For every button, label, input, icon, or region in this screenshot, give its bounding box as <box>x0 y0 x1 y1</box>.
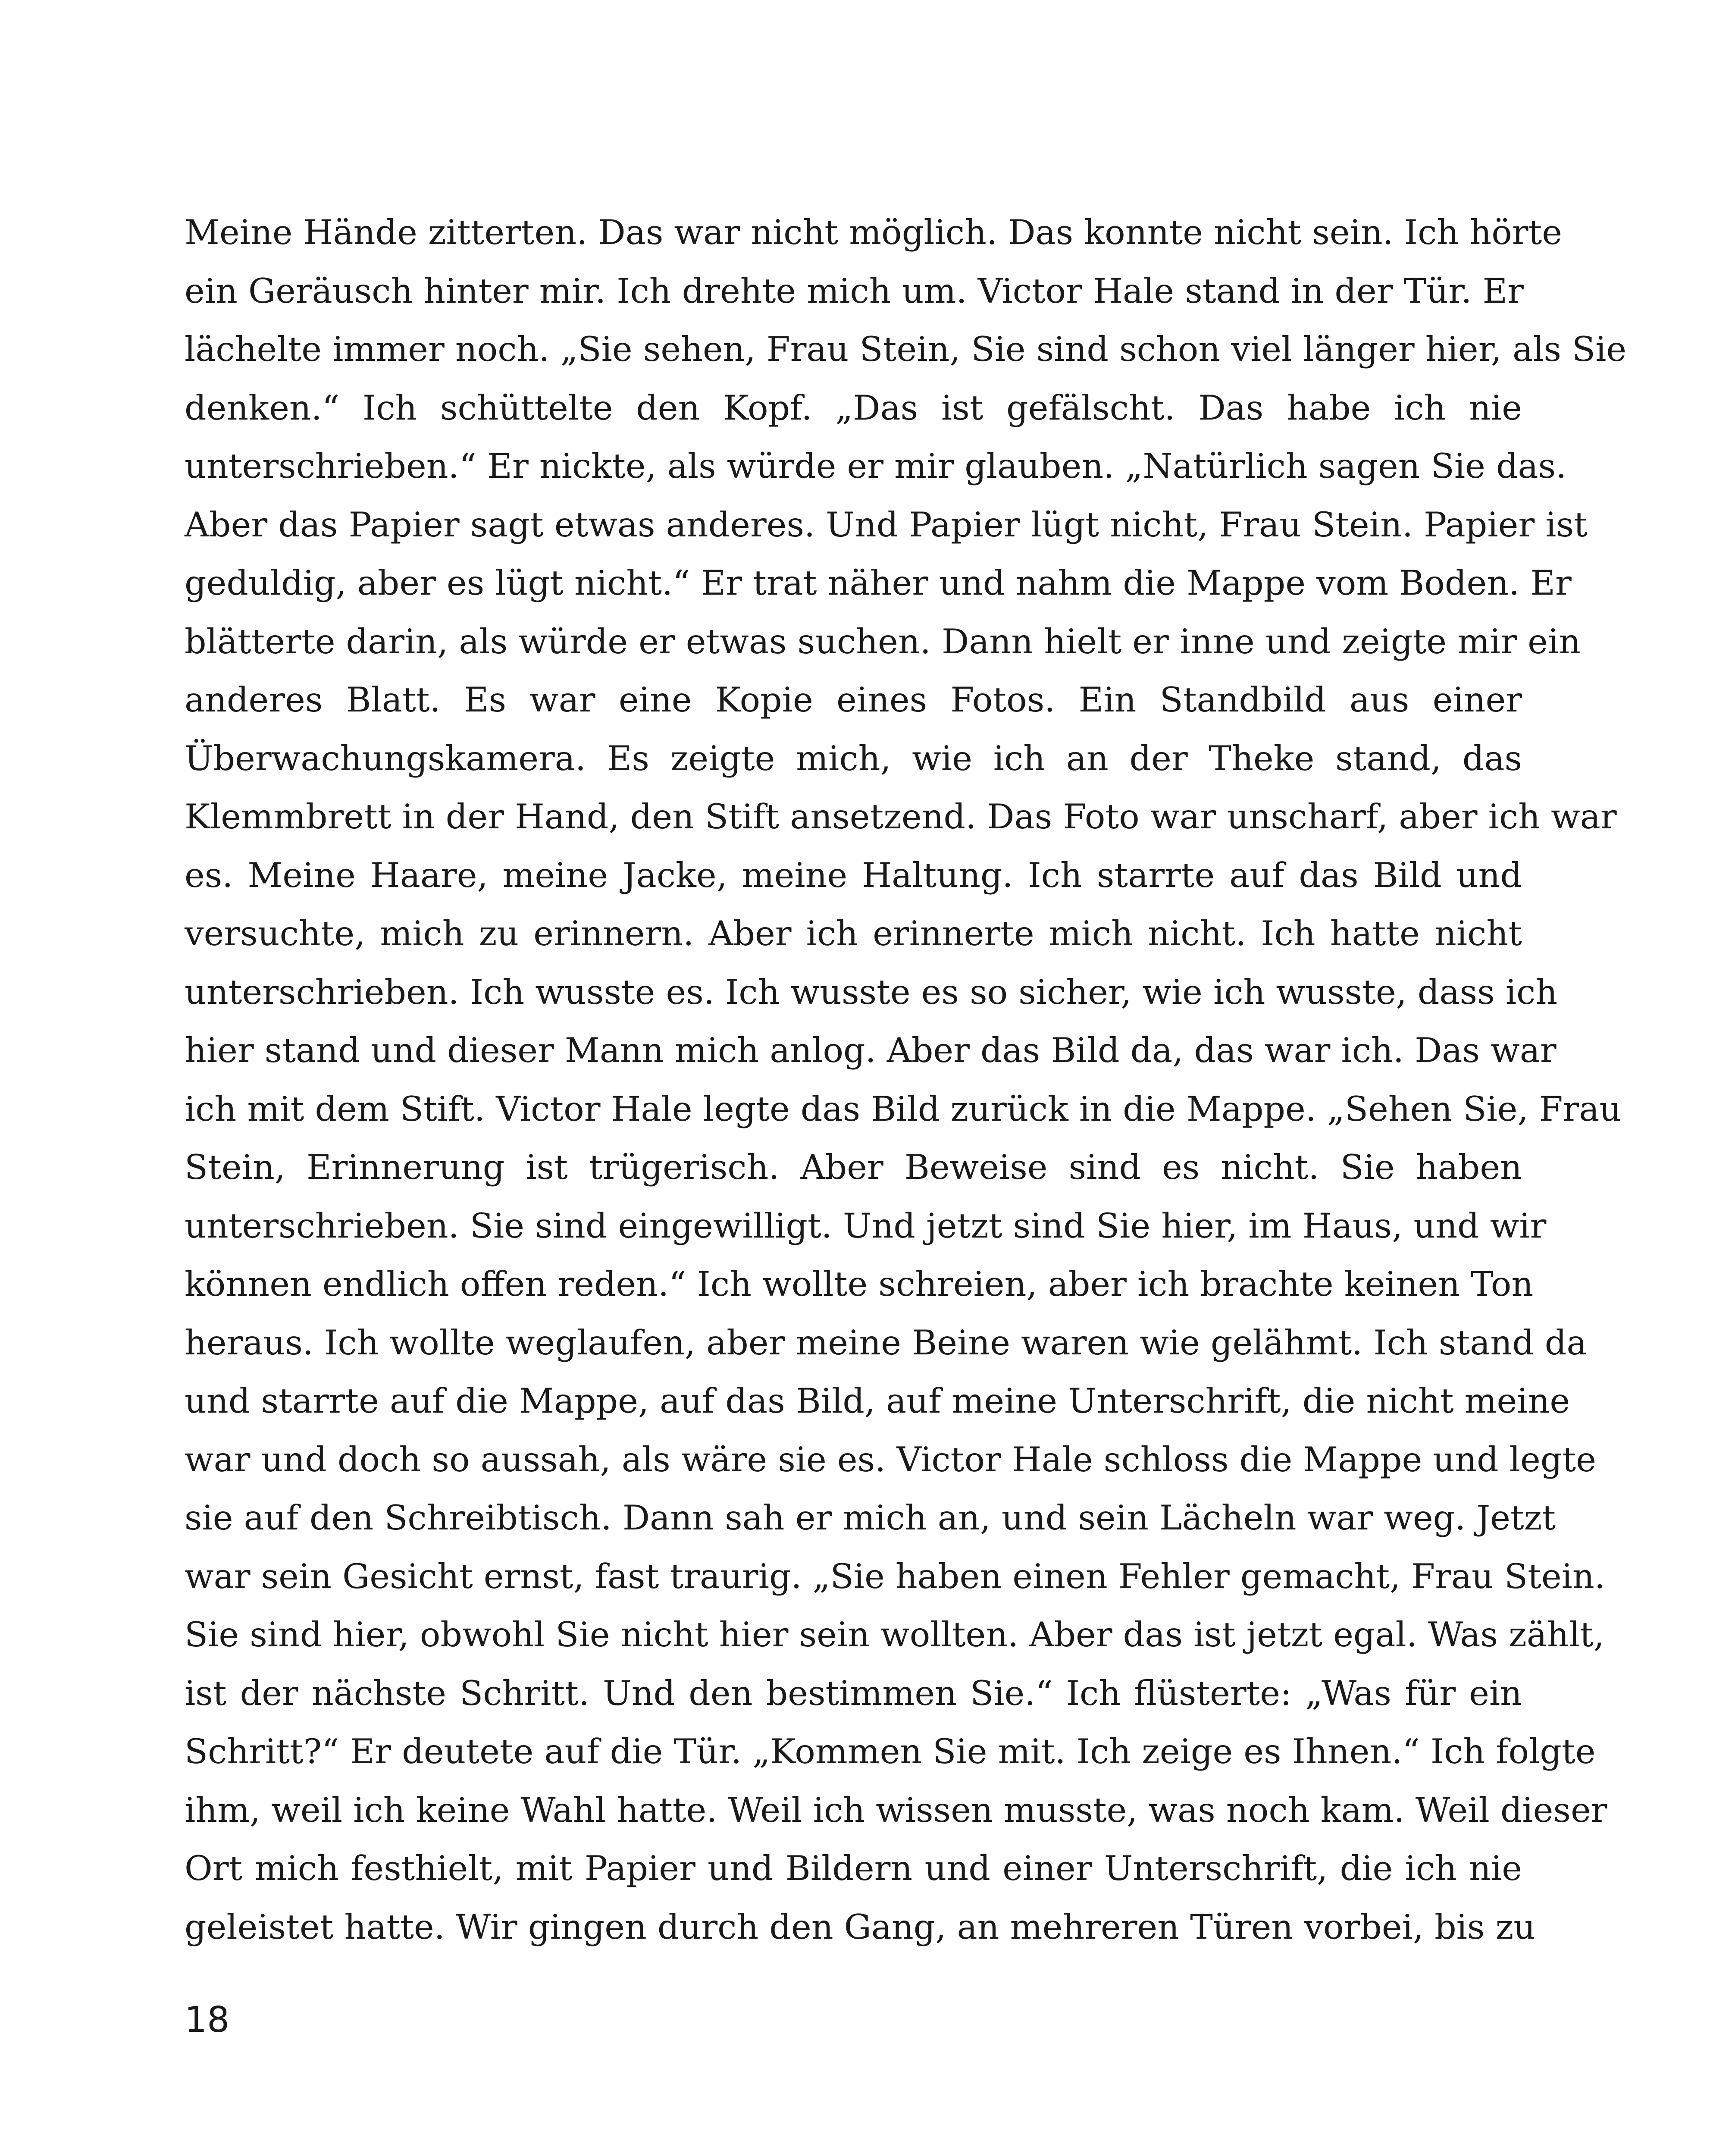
text-line: ist der nächste Schritt. Und den bestimmen Sie.“ Ich flüsterte: „Was für ein <box>185 1673 1522 1713</box>
text-line: ich mit dem Stift. Victor Hale legte das Bild zurück in die Mappe. „Sehen Sie, Frau <box>185 1089 1622 1129</box>
text-line: hier stand und dieser Mann mich anlog. Aber das Bild da, das war ich. Das war <box>185 1031 1557 1070</box>
page-number: 18 <box>185 1999 230 2040</box>
text-line: unterschrieben. Sie sind eingewilligt. Und jetzt sind Sie hier, im Haus, und wir <box>185 1206 1547 1246</box>
text-line: Ort mich festhielt, mit Papier und Bildern und einer Unterschrift, die ich nie <box>185 1849 1522 1888</box>
text-line: versuchte, mich zu erinnern. Aber ich erinnerte mich nicht. Ich hatte nicht <box>185 914 1522 953</box>
text-line: unterschrieben.“ Er nickte, als würde er mir glauben. „Natürlich sagen Sie das. <box>185 446 1567 486</box>
text-line: Aber das Papier sagt etwas anderes. Und Papier lügt nicht, Frau Stein. Papier ist <box>185 505 1588 545</box>
text-line: war sein Gesicht ernst, fast traurig. „Sie haben einen Fehler gemacht, Frau Stein. <box>185 1556 1605 1596</box>
text-line: und starrte auf die Mappe, auf das Bild, auf meine Unterschrift, die nicht meine <box>185 1381 1570 1421</box>
text-line: Schritt?“ Er deutete auf die Tür. „Kommen Sie mit. Ich zeige es Ihnen.“ Ich folgte <box>185 1732 1596 1771</box>
text-line: Sie sind hier, obwohl Sie nicht hier sein wollten. Aber das ist jetzt egal. Was zählt, <box>185 1615 1604 1655</box>
text-line: geduldig, aber es lügt nicht.“ Er trat näher und nahm die Mappe vom Boden. Er <box>185 563 1572 603</box>
text-line: heraus. Ich wollte weglaufen, aber meine Beine waren wie gelähmt. Ich stand da <box>185 1322 1587 1363</box>
text-line: war und doch so aussah, als wäre sie es. Victor Hale schloss die Mappe und legte <box>185 1439 1596 1479</box>
text-line: ihm, weil ich keine Wahl hatte. Weil ich wissen musste, was noch kam. Weil dieser <box>185 1790 1607 1830</box>
text-line: anderes Blatt. Es war eine Kopie eines Fotos. Ein Standbild aus einer <box>185 680 1522 720</box>
text-line: Klemmbrett in der Hand, den Stift ansetzend. Das Foto war unscharf, aber ich war <box>185 797 1617 837</box>
text-line: unterschrieben. Ich wusste es. Ich wusste es so sicher, wie ich wusste, dass ich <box>185 972 1558 1012</box>
text-line: sie auf den Schreibtisch. Dann sah er mich an, und sein Lächeln war weg. Jetzt <box>185 1498 1556 1538</box>
text-line: ein Geräusch hinter mir. Ich drehte mich um. Victor Hale stand in der Tür. Er <box>185 271 1524 311</box>
text-line: es. Meine Haare, meine Jacke, meine Haltung. Ich starrte auf das Bild und <box>185 855 1522 895</box>
text-line: Stein, Erinnerung ist trügerisch. Aber Beweise sind es nicht. Sie haben <box>185 1147 1522 1187</box>
text-line: Überwachungskamera. Es zeigte mich, wie ich an der Theke stand, das <box>185 738 1522 778</box>
text-line: Meine Hände zitterten. Das war nicht möglich. Das konnte nicht sein. Ich hörte <box>185 213 1563 252</box>
text-line: können endlich offen reden.“ Ich wollte schreien, aber ich brachte keinen Ton <box>185 1264 1534 1304</box>
text-line: geleistet hatte. Wir gingen durch den Gang, an mehreren Türen vorbei, bis zu <box>185 1907 1536 1947</box>
text-line: denken.“ Ich schüttelte den Kopf. „Das ist gefälscht. Das habe ich nie <box>185 388 1522 428</box>
body-text <box>185 204 1627 1956</box>
text-line: blätterte darin, als würde er etwas suchen. Dann hielt er inne und zeigte mir ein <box>185 621 1581 661</box>
text-line: lächelte immer noch. „Sie sehen, Frau Stein, Sie sind schon viel länger hier, als Sie <box>185 329 1627 369</box>
